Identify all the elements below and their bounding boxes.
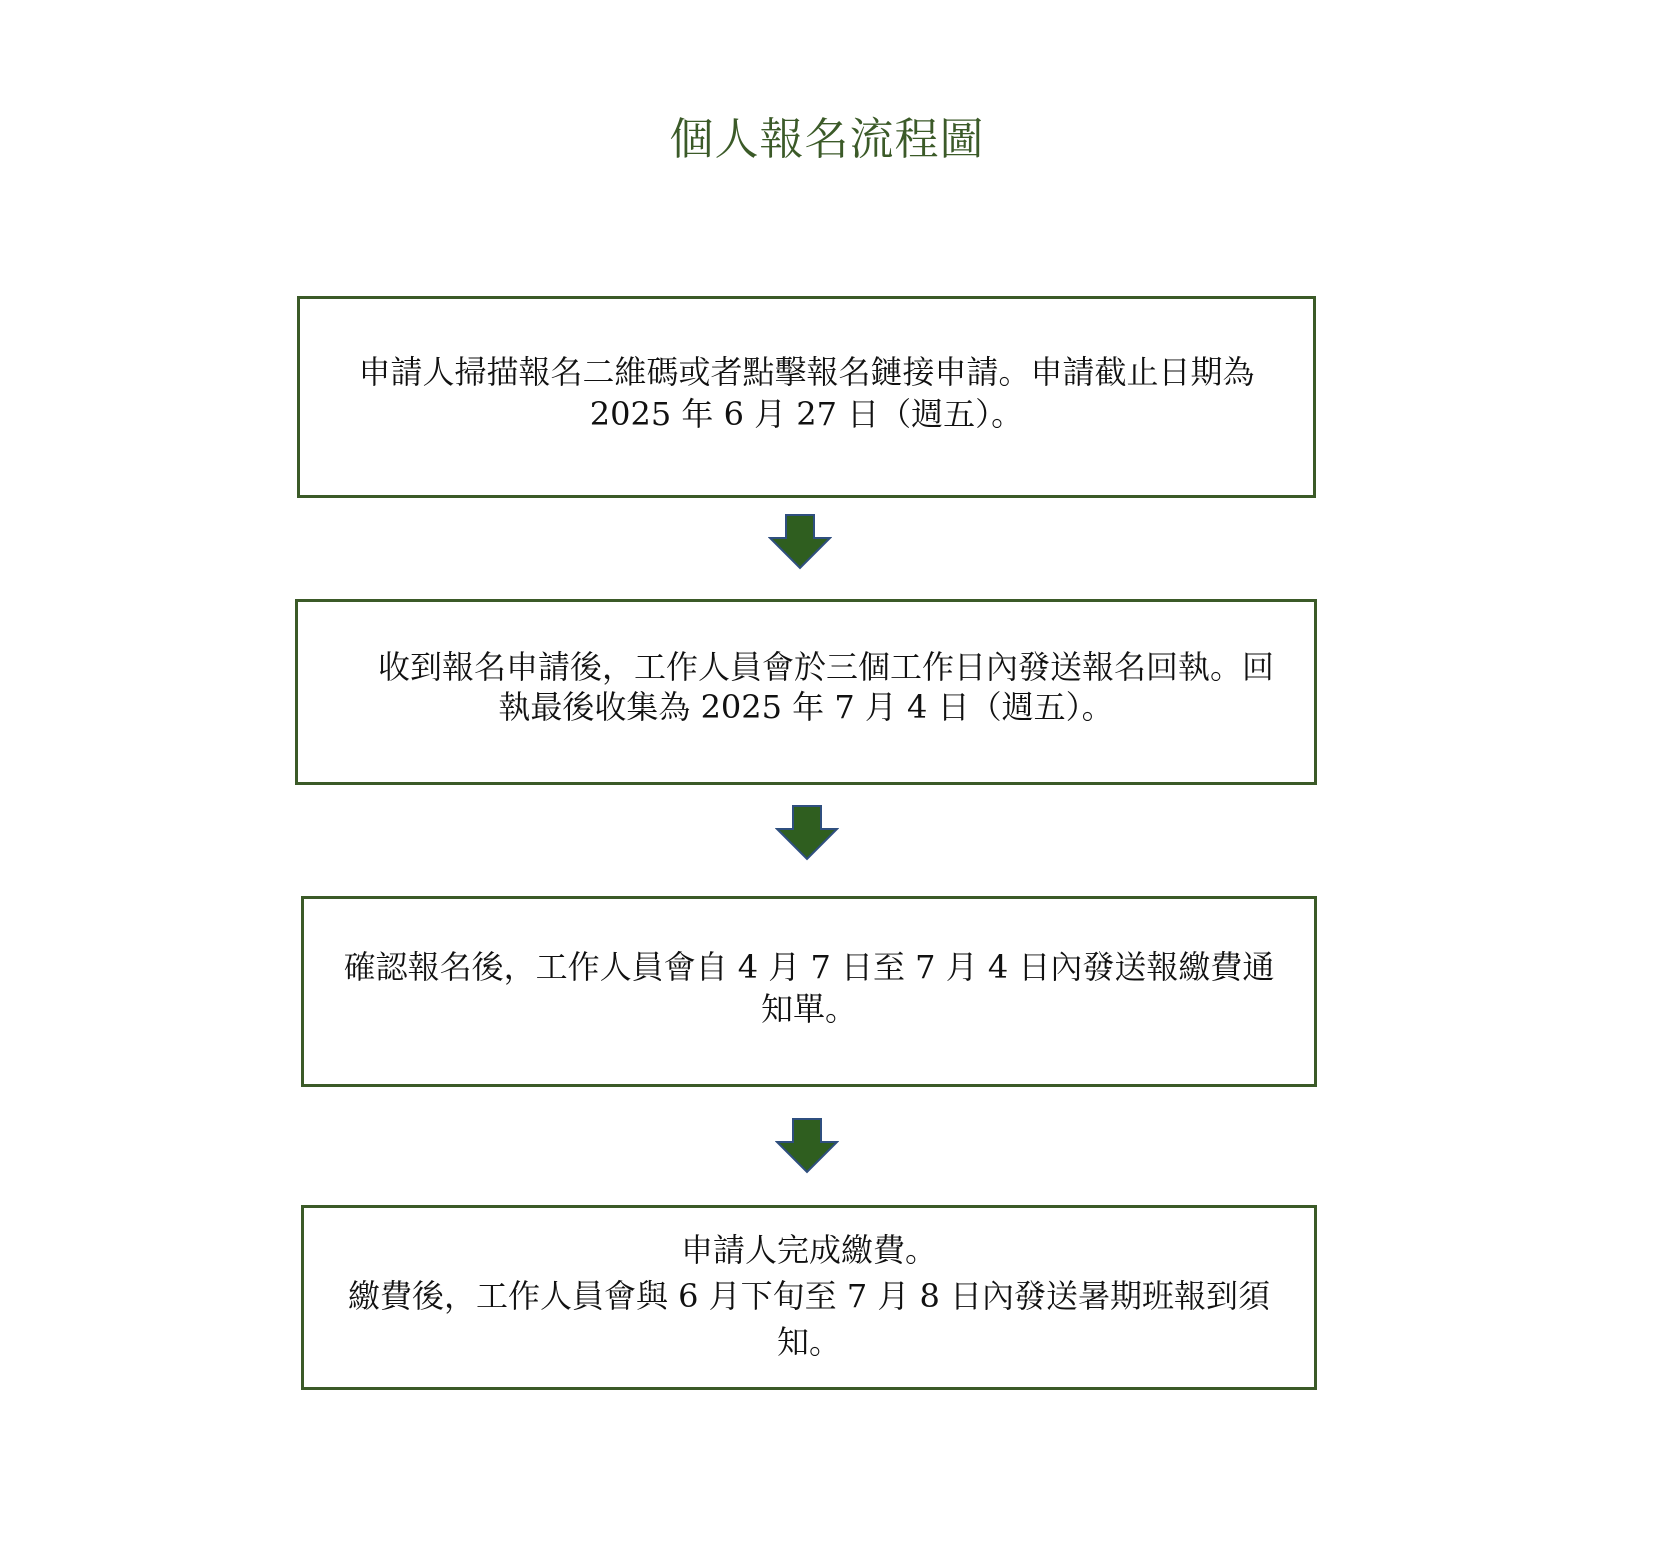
step-2-line-1: 收到報名申請後，工作人員會於三個工作日內發送報名回執。回 <box>377 648 1274 686</box>
step-3-box <box>301 896 1317 1087</box>
step-1-line-1: 申請人掃描報名二維碼或者點擊報名鏈接申請。申請截止日期為 <box>358 353 1255 391</box>
step-3-line-2: 知單。 <box>760 989 857 1028</box>
page-title: 個人報名流程圖 <box>669 114 985 165</box>
step-3-line-1: 確認報名後，工作人員會自 4 月 7 日至 7 月 4 日內發送報繳費通 <box>343 947 1275 986</box>
step-1-line-2: 2025 年 6 月 27 日（週五）。 <box>589 395 1024 433</box>
down-arrow-icon <box>768 514 832 570</box>
step-4-line-3: 知。 <box>776 1322 841 1361</box>
step-2-box <box>295 599 1317 785</box>
step-4-line-1: 申請人完成繳費。 <box>680 1230 937 1269</box>
step-4-box <box>301 1205 1317 1390</box>
down-arrow-icon <box>775 1118 839 1174</box>
down-arrow-icon <box>775 805 839 861</box>
step-1-box <box>297 296 1316 498</box>
step-2-line-2: 執最後收集為 2025 年 7 月 4 日（週五）。 <box>498 688 1114 726</box>
step-4-line-2: 繳費後，工作人員會與 6 月下旬至 7 月 8 日內發送暑期班報到須 <box>347 1276 1271 1315</box>
